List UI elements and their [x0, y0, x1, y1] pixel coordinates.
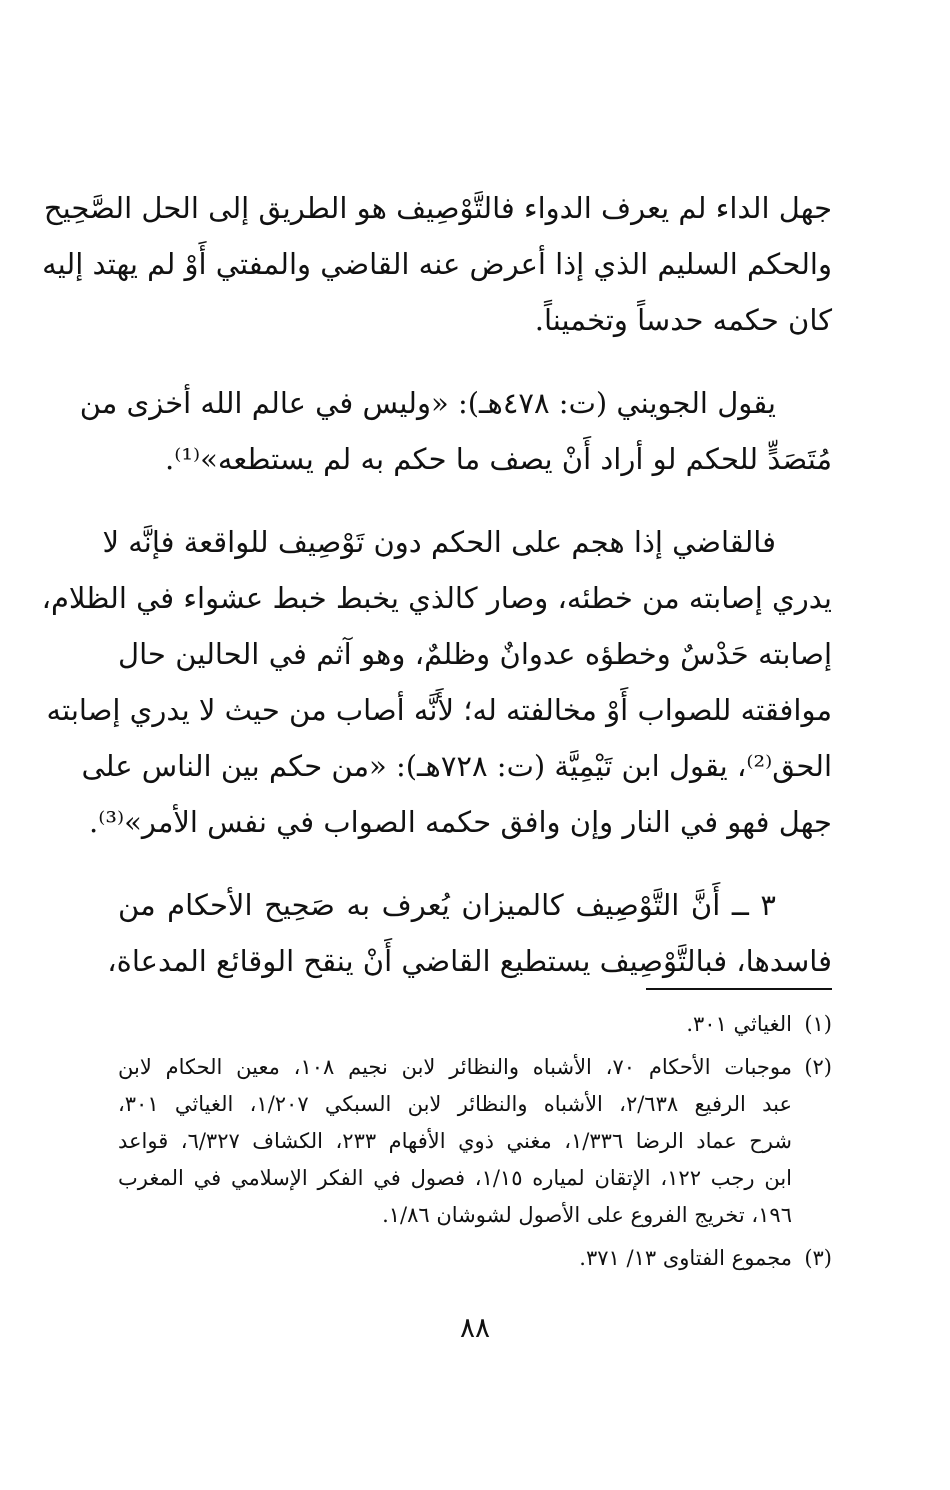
footnote-number: (٣) [804, 1246, 832, 1270]
text-line: الحق⁽²⁾، يقول ابن تَيْمِيَّة (ت: ٧٢٨هـ): «من حكم بين الناس على [81, 749, 832, 783]
footnote-number: (٢) [804, 1055, 832, 1079]
paragraph [41, 514, 832, 850]
footnote [118, 1049, 832, 1234]
text-line: والحكم السليم الذي إذا أعرض عنه القاضي والمفتي أَوْ لم يهتد إليه [42, 247, 832, 281]
footnote-text: موجبات الأحكام ٧٠، الأشباه والنظائر لابن نجيم ١٠٨، معين الحكام لابن [118, 1055, 792, 1079]
footnote-line [118, 1006, 832, 1043]
footnote-line [118, 1049, 832, 1086]
text-line: إصابته حَدْسٌ وخطؤه عدوانٌ وظلمٌ، وهو آثم في الحالين حال [118, 637, 832, 671]
text-line: جهل الداء لم يعرف الدواء فالتَّوْصِيف هو الطريق إلى الحل الصَّحِيح [43, 191, 832, 225]
paragraph [42, 180, 832, 348]
footnote-divider [646, 988, 832, 990]
footnotes [118, 1006, 832, 1283]
page-number: ٨٨ [459, 1311, 491, 1344]
main-text [41, 180, 832, 1016]
footnote [118, 1240, 832, 1277]
text-line: فاسدها، فبالتَّوْصِيف يستطيع القاضي أَنْ ينقح الوقائع المدعاة، [107, 944, 832, 978]
footnote-line [118, 1240, 832, 1277]
text-line: مُتَصَدٍّ للحكم لو أراد أَنْ يصف ما حكم به لم يستطعه»⁽¹⁾. [165, 442, 832, 476]
footnote-text: الغياثي ٣٠١. [686, 1012, 792, 1036]
text-line: جهل فهو في النار وإن وافق حكمه الصواب في نفس الأمر»⁽³⁾. [88, 805, 832, 839]
footnote-line: عبد الرفيع ٢/٦٣٨، الأشباه والنظائر لابن السبكي ١/٢٠٧، الغياثي ٣٠١، [118, 1092, 792, 1116]
footnote [118, 1006, 832, 1043]
footnote-line: شرح عماد الرضا ١/٣٣٦، مغني ذوي الأفهام ٢٣٣، الكشاف ٦/٣٢٧، قواعد [118, 1129, 792, 1153]
paragraph [107, 877, 832, 989]
text-line: موافقته للصواب أَوْ مخالفته له؛ لأَنَّه أصاب من حيث لا يدري إصابته [46, 693, 832, 727]
text-line: يدري إصابته من خطئه، وصار كالذي يخبط خبط عشواء في الظلام، [41, 581, 832, 615]
footnote-line: ١٩٦، تخريج الفروع على الأصول لشوشان ١/٨٦. [382, 1203, 792, 1227]
paragraph [79, 375, 832, 487]
text-line: ٣ ــ أَنَّ التَّوْصِيف كالميزان يُعرف به صَحِيح الأحكام من [118, 888, 776, 922]
footnote-line: ابن رجب ١٢٢، الإتقان لمياره ١/١٥، فصول في الفكر الإسلامي في المغرب [118, 1166, 792, 1190]
text-line: كان حكمه حدساً وتخميناً. [534, 303, 832, 337]
text-line: يقول الجويني (ت: ٤٧٨هـ): «وليس في عالم الله أخزى من [79, 386, 776, 420]
text-line: فالقاضي إذا هجم على الحكم دون تَوْصِيف للواقعة فإنَّه لا [102, 525, 776, 559]
footnote-number: (١) [804, 1012, 832, 1036]
footnote-text: مجموع الفتاوى ١٣/ ٣٧١. [579, 1246, 792, 1270]
